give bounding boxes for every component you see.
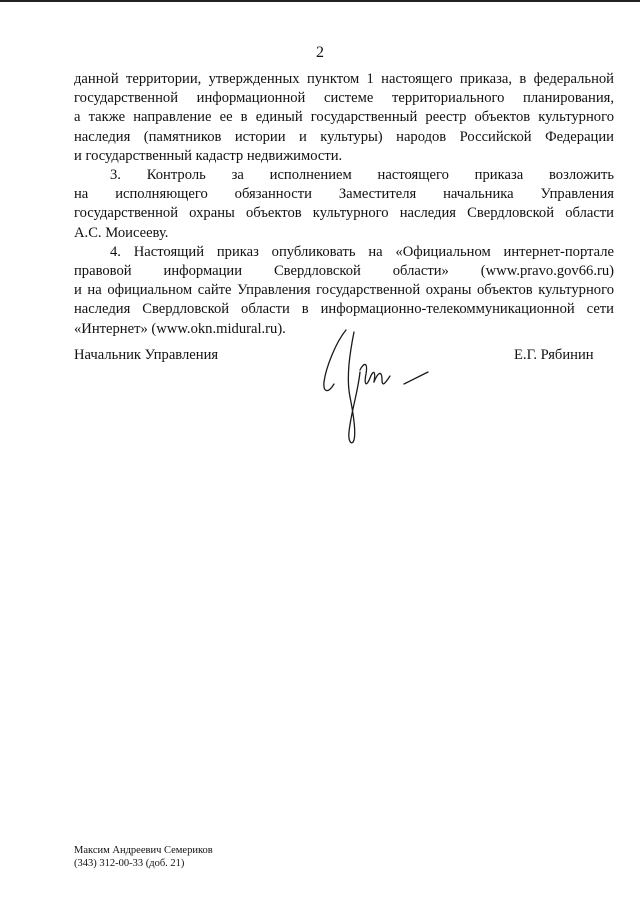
executor-phone: (343) 312-00-33 (доб. 21)	[74, 858, 185, 869]
paragraph-1	[74, 70, 614, 166]
text-line: данной территории, утвержденных пунктом 1 настоящего приказа, в федеральной	[74, 71, 614, 87]
letter-body	[74, 70, 614, 339]
text-line: и на официальном сайте Управления государственной охраны объектов культурного	[74, 282, 614, 299]
text-line: на исполняющего обязанности Заместителя начальника Управления	[74, 186, 614, 203]
executor-name: Максим Андреевич Семериков	[74, 845, 213, 856]
text-line: и государственный кадастр недвижимости.	[74, 147, 343, 164]
executor-footer	[74, 844, 213, 870]
signatory-name: Е.Г. Рябинин	[514, 347, 594, 363]
page-number: 2	[316, 44, 324, 61]
paragraph-2	[74, 166, 614, 243]
text-line: наследия (памятников истории и культуры) народов Российской Федерации	[74, 128, 614, 145]
top-border-line	[0, 0, 640, 2]
text-line: «Интернет» (www.okn.midural.ru).	[74, 320, 286, 337]
text-line: наследия Свердловской области в информационно-телекоммуникационной сети	[74, 301, 614, 318]
text-line: государственной охраны объектов культурного наследия Свердловской области	[74, 205, 614, 222]
text-line: а также направление ее в единый государственный реестр объектов культурного	[74, 109, 614, 126]
handwritten-signature	[316, 322, 446, 452]
text-line: государственной информационной системе территориального планирования,	[74, 90, 614, 107]
text-line: 3. Контроль за исполнением настоящего приказа возложить	[110, 167, 614, 184]
text-line: правовой информации Свердловской области» (www.pravo.gov66.ru)	[74, 263, 614, 280]
signatory-position: Начальник Управления	[74, 347, 219, 363]
text-line: 4. Настоящий приказ опубликовать на «Официальном интернет-портале	[110, 243, 614, 260]
text-line: А.С. Моисееву.	[74, 224, 169, 241]
